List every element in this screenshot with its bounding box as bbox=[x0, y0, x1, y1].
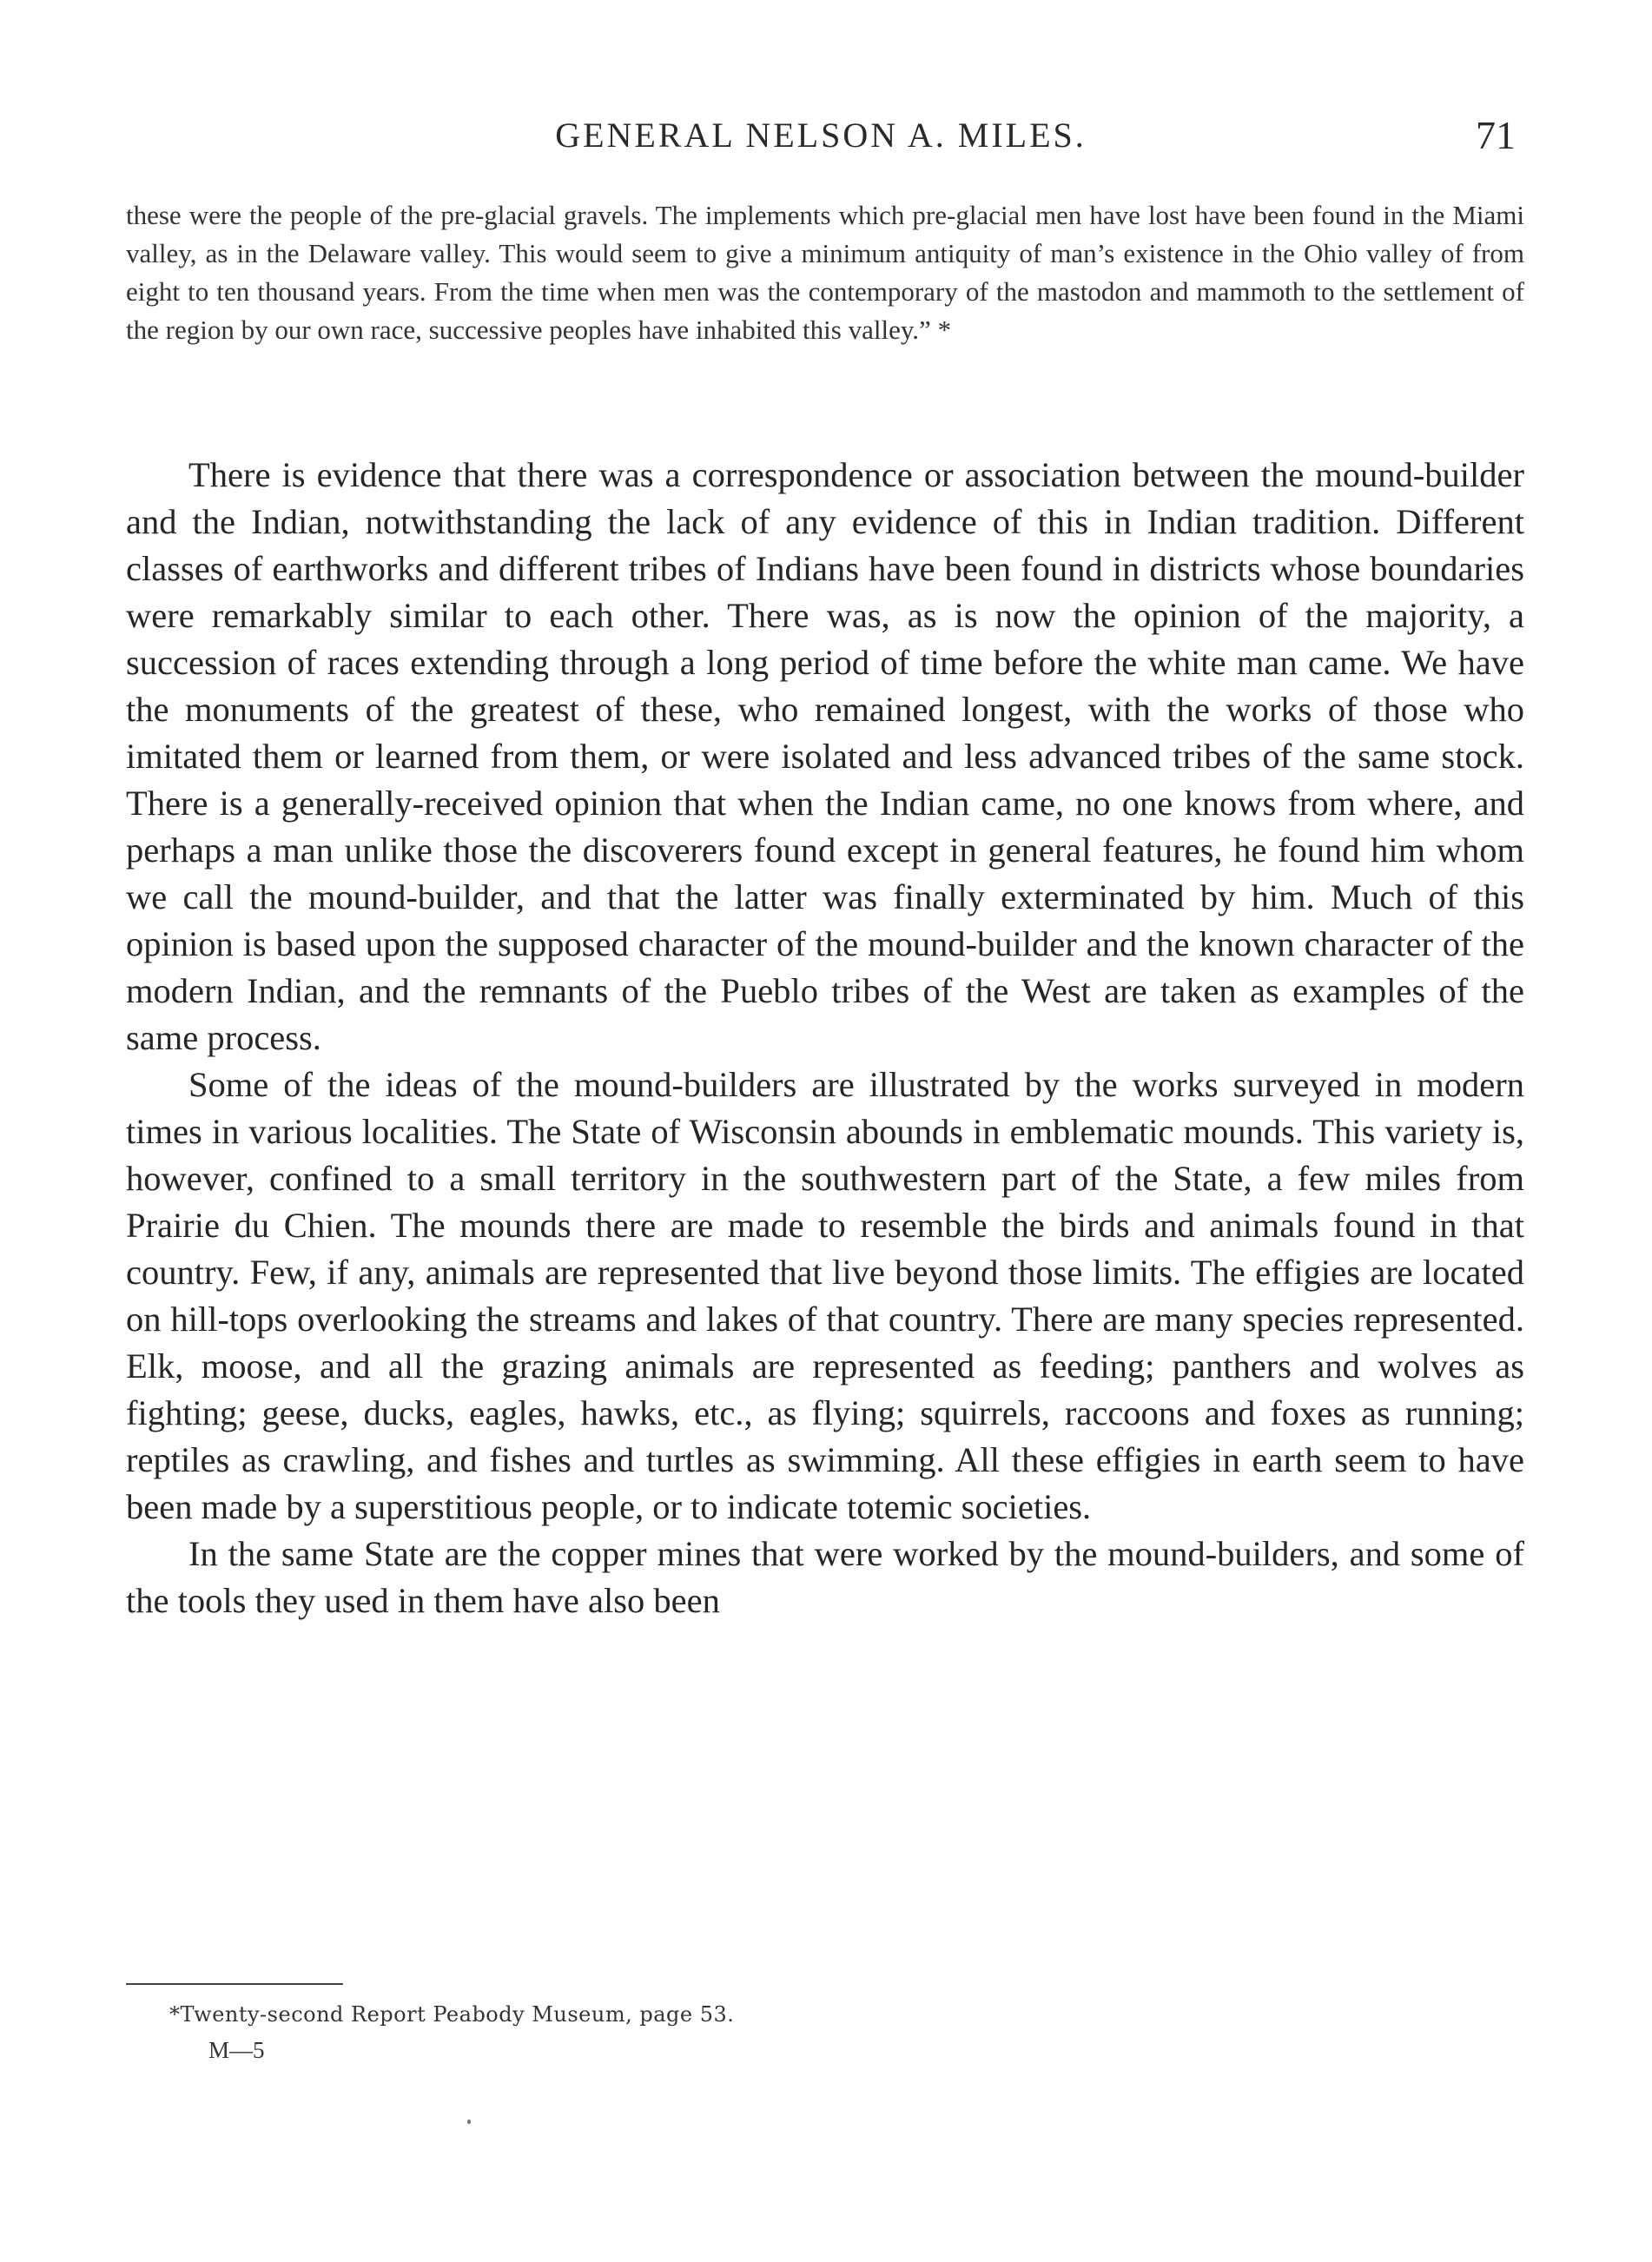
block-quote: these were the people of the pre-glacial gravels. The implements which pre-glacial men have lost have been found in the Miami valley, as in the Delaware valley. This would seem to give a minimum antiquity of man’s existence in the Ohio valley of from eight to ten thousand years. From the time when men was the contemporary of the mastodon and mammoth to the settlement of the region by our own race, successive peoples have inhabited this valley.” * bbox=[126, 200, 1524, 345]
page-number: 71 bbox=[1476, 113, 1516, 157]
body-text bbox=[126, 452, 1524, 1624]
paragraph-3: In the same State are the copper mines that were worked by the mound-builders, and some of the tools they used in them have also been bbox=[126, 1534, 1524, 1620]
footnote-rule bbox=[126, 1983, 343, 1985]
paragraph-1: There is evidence that there was a correspondence or association between the mound-builder and the Indian, notwithstanding the lack of any evidence of this in Indian tradition. Different classes of earthworks and different tribes of Indians have been found in districts whose boundaries were remarkably similar to each other. There was, as is now the opinion of the majority, a succession of races extending through a long period of time before the white man came. We have the monuments of the greatest of these, who remained longest, with the works of those who imitated them or learned from them, or were isolated and less advanced tribes of the same stock. There is a generally-received opinion that when the Indian came, no one knows from where, and perhaps a man unlike those the discoverers found except in general features, he found him whom we call the mound-builder, and that the latter was finally exterminated by him. Much of this opinion is based upon the supposed character of the mound-builder and the known character of the modern Indian, and the remnants of the Pueblo tribes of the West are taken as examples of the same process. bbox=[126, 455, 1524, 1057]
running-head bbox=[126, 109, 1516, 162]
ink-speck bbox=[467, 2120, 471, 2124]
running-title: GENERAL NELSON A. MILES. bbox=[555, 116, 1087, 155]
footnote: *Twenty-second Report Peabody Museum, page 53. bbox=[169, 2002, 735, 2027]
paragraph-2: Some of the ideas of the mound-builders are illustrated by the works surveyed in modern times in various localities. The State of Wisconsin abounds in emblematic mounds. This variety is, however, confined to a small territory in the southwestern part of the State, a few miles from Prairie du Chien. The mounds there are made to resemble the birds and animals found in that country. Few, if any, animals are represented that live beyond those limits. The effigies are located on hill-tops overlooking the streams and lakes of that country. There are many species represented. Elk, moose, and all the grazing animals are represented as feeding; panthers and wolves as fighting; geese, ducks, eagles, hawks, etc., as flying; squirrels, raccoons and foxes as running; reptiles as crawling, and fishes and turtles as swimming. All these effigies in earth seem to have been made by a superstitious people, or to indicate totemic societies. bbox=[126, 1065, 1524, 1526]
signature-mark: M—5 bbox=[208, 2037, 265, 2063]
